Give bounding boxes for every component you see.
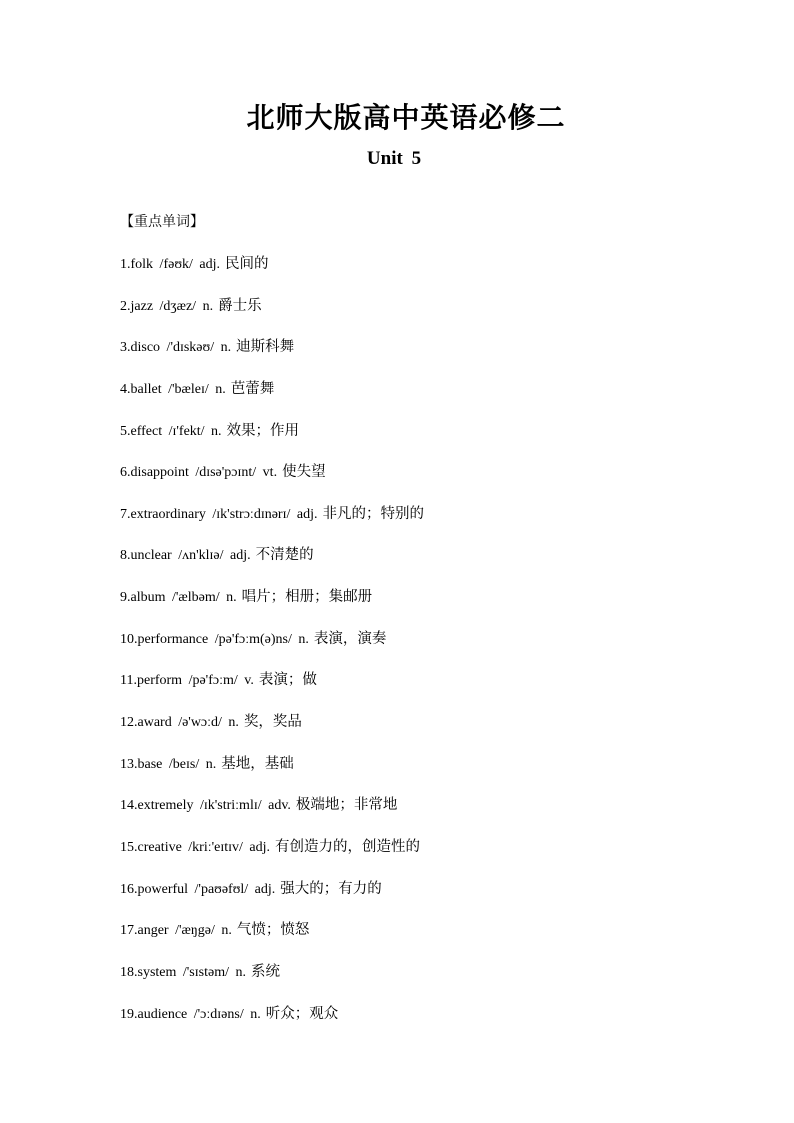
unit-subtitle: Unit 5 (366, 148, 422, 169)
word-english: 8.unclear /ʌn'klɪə/ adj. (120, 548, 251, 564)
word-chinese: 有创造力的，创造性的 (275, 838, 421, 855)
vocabulary-item (120, 294, 424, 336)
vocabulary-item (120, 543, 424, 585)
word-chinese: 基地，基础 (221, 755, 294, 772)
vocabulary-item (120, 877, 424, 919)
word-english: 3.disco /'dɪskəʊ/ n. (120, 340, 232, 356)
word-english: 9.album /'ælbəm/ n. (120, 590, 237, 606)
word-english: 14.extremely /ɪk'striːmlɪ/ adv. (120, 798, 291, 814)
word-english: 7.extraordinary /ɪk'strɔːdɪnərɪ/ adj. (120, 506, 318, 522)
word-chinese: 表演，演奏 (313, 630, 387, 647)
vocabulary-item (120, 793, 424, 835)
word-chinese: 强大的；有力的 (280, 880, 382, 897)
word-chinese: 表演；做 (258, 672, 317, 689)
word-chinese: 系统 (250, 963, 280, 980)
word-english: 17.anger /'æŋgə/ n. (120, 923, 232, 939)
word-chinese: 芭蕾舞 (230, 380, 275, 397)
vocabulary-item (120, 752, 424, 794)
word-english: 4.ballet /'bæleɪ/ n. (120, 381, 226, 397)
word-chinese: 奖，奖品 (243, 714, 302, 731)
vocabulary-item (120, 252, 424, 294)
word-chinese: 非凡的；特别的 (322, 505, 424, 522)
word-chinese: 唱片；相册；集邮册 (241, 589, 373, 606)
vocabulary-item (120, 460, 424, 502)
word-chinese: 使失望 (282, 464, 326, 481)
word-english: 19.audience /'ɔːdɪəns/ n. (120, 1006, 261, 1022)
word-english: 13.base /beɪs/ n. (120, 756, 217, 772)
word-english: 10.performance /pə'fɔːm(ə)ns/ n. (120, 631, 309, 647)
section-heading: 【重点单词】 (120, 214, 204, 230)
word-english: 2.jazz /dʒæz/ n. (120, 298, 214, 314)
word-english: 6.disappoint /dɪsə'pɔɪnt/ vt. (120, 465, 278, 481)
word-chinese: 效果；作用 (226, 422, 300, 439)
word-chinese: 听众；观众 (265, 1005, 339, 1022)
vocabulary-item (120, 335, 424, 377)
vocabulary-item (120, 627, 424, 669)
word-english: 11.perform /pə'fɔːm/ v. (120, 673, 254, 689)
word-chinese: 不清楚的 (255, 547, 314, 564)
vocabulary-item (120, 1002, 424, 1044)
vocabulary-item (120, 585, 424, 627)
vocabulary-item (120, 960, 424, 1002)
word-english: 15.creative /kriː'eɪtɪv/ adj. (120, 839, 271, 855)
word-english: 5.effect /ɪ'fekt/ n. (120, 423, 222, 439)
word-chinese: 民间的 (225, 256, 269, 272)
vocabulary-item (120, 918, 424, 960)
vocabulary-item (120, 502, 424, 544)
word-english: 12.award /ə'wɔːd/ n. (120, 715, 239, 731)
word-chinese: 气愤；愤怒 (236, 922, 310, 939)
vocabulary-item (120, 668, 424, 710)
vocabulary-item (120, 377, 424, 419)
word-chinese: 极端地；非常地 (295, 797, 398, 814)
word-chinese: 迪斯科舞 (236, 339, 295, 356)
word-english: 1.folk /fəʊk/ adj. (120, 257, 220, 272)
word-chinese: 爵士乐 (218, 297, 262, 314)
word-english: 18.system /'sɪstəm/ n. (120, 964, 246, 980)
document-title: 北师大版高中英语必修二 (246, 101, 566, 134)
vocabulary-item (120, 419, 424, 461)
vocabulary-item (120, 710, 424, 752)
vocabulary-item (120, 835, 424, 877)
word-english: 16.powerful /'paʊəfʊl/ adj. (120, 881, 276, 897)
vocabulary-list (120, 252, 424, 1043)
